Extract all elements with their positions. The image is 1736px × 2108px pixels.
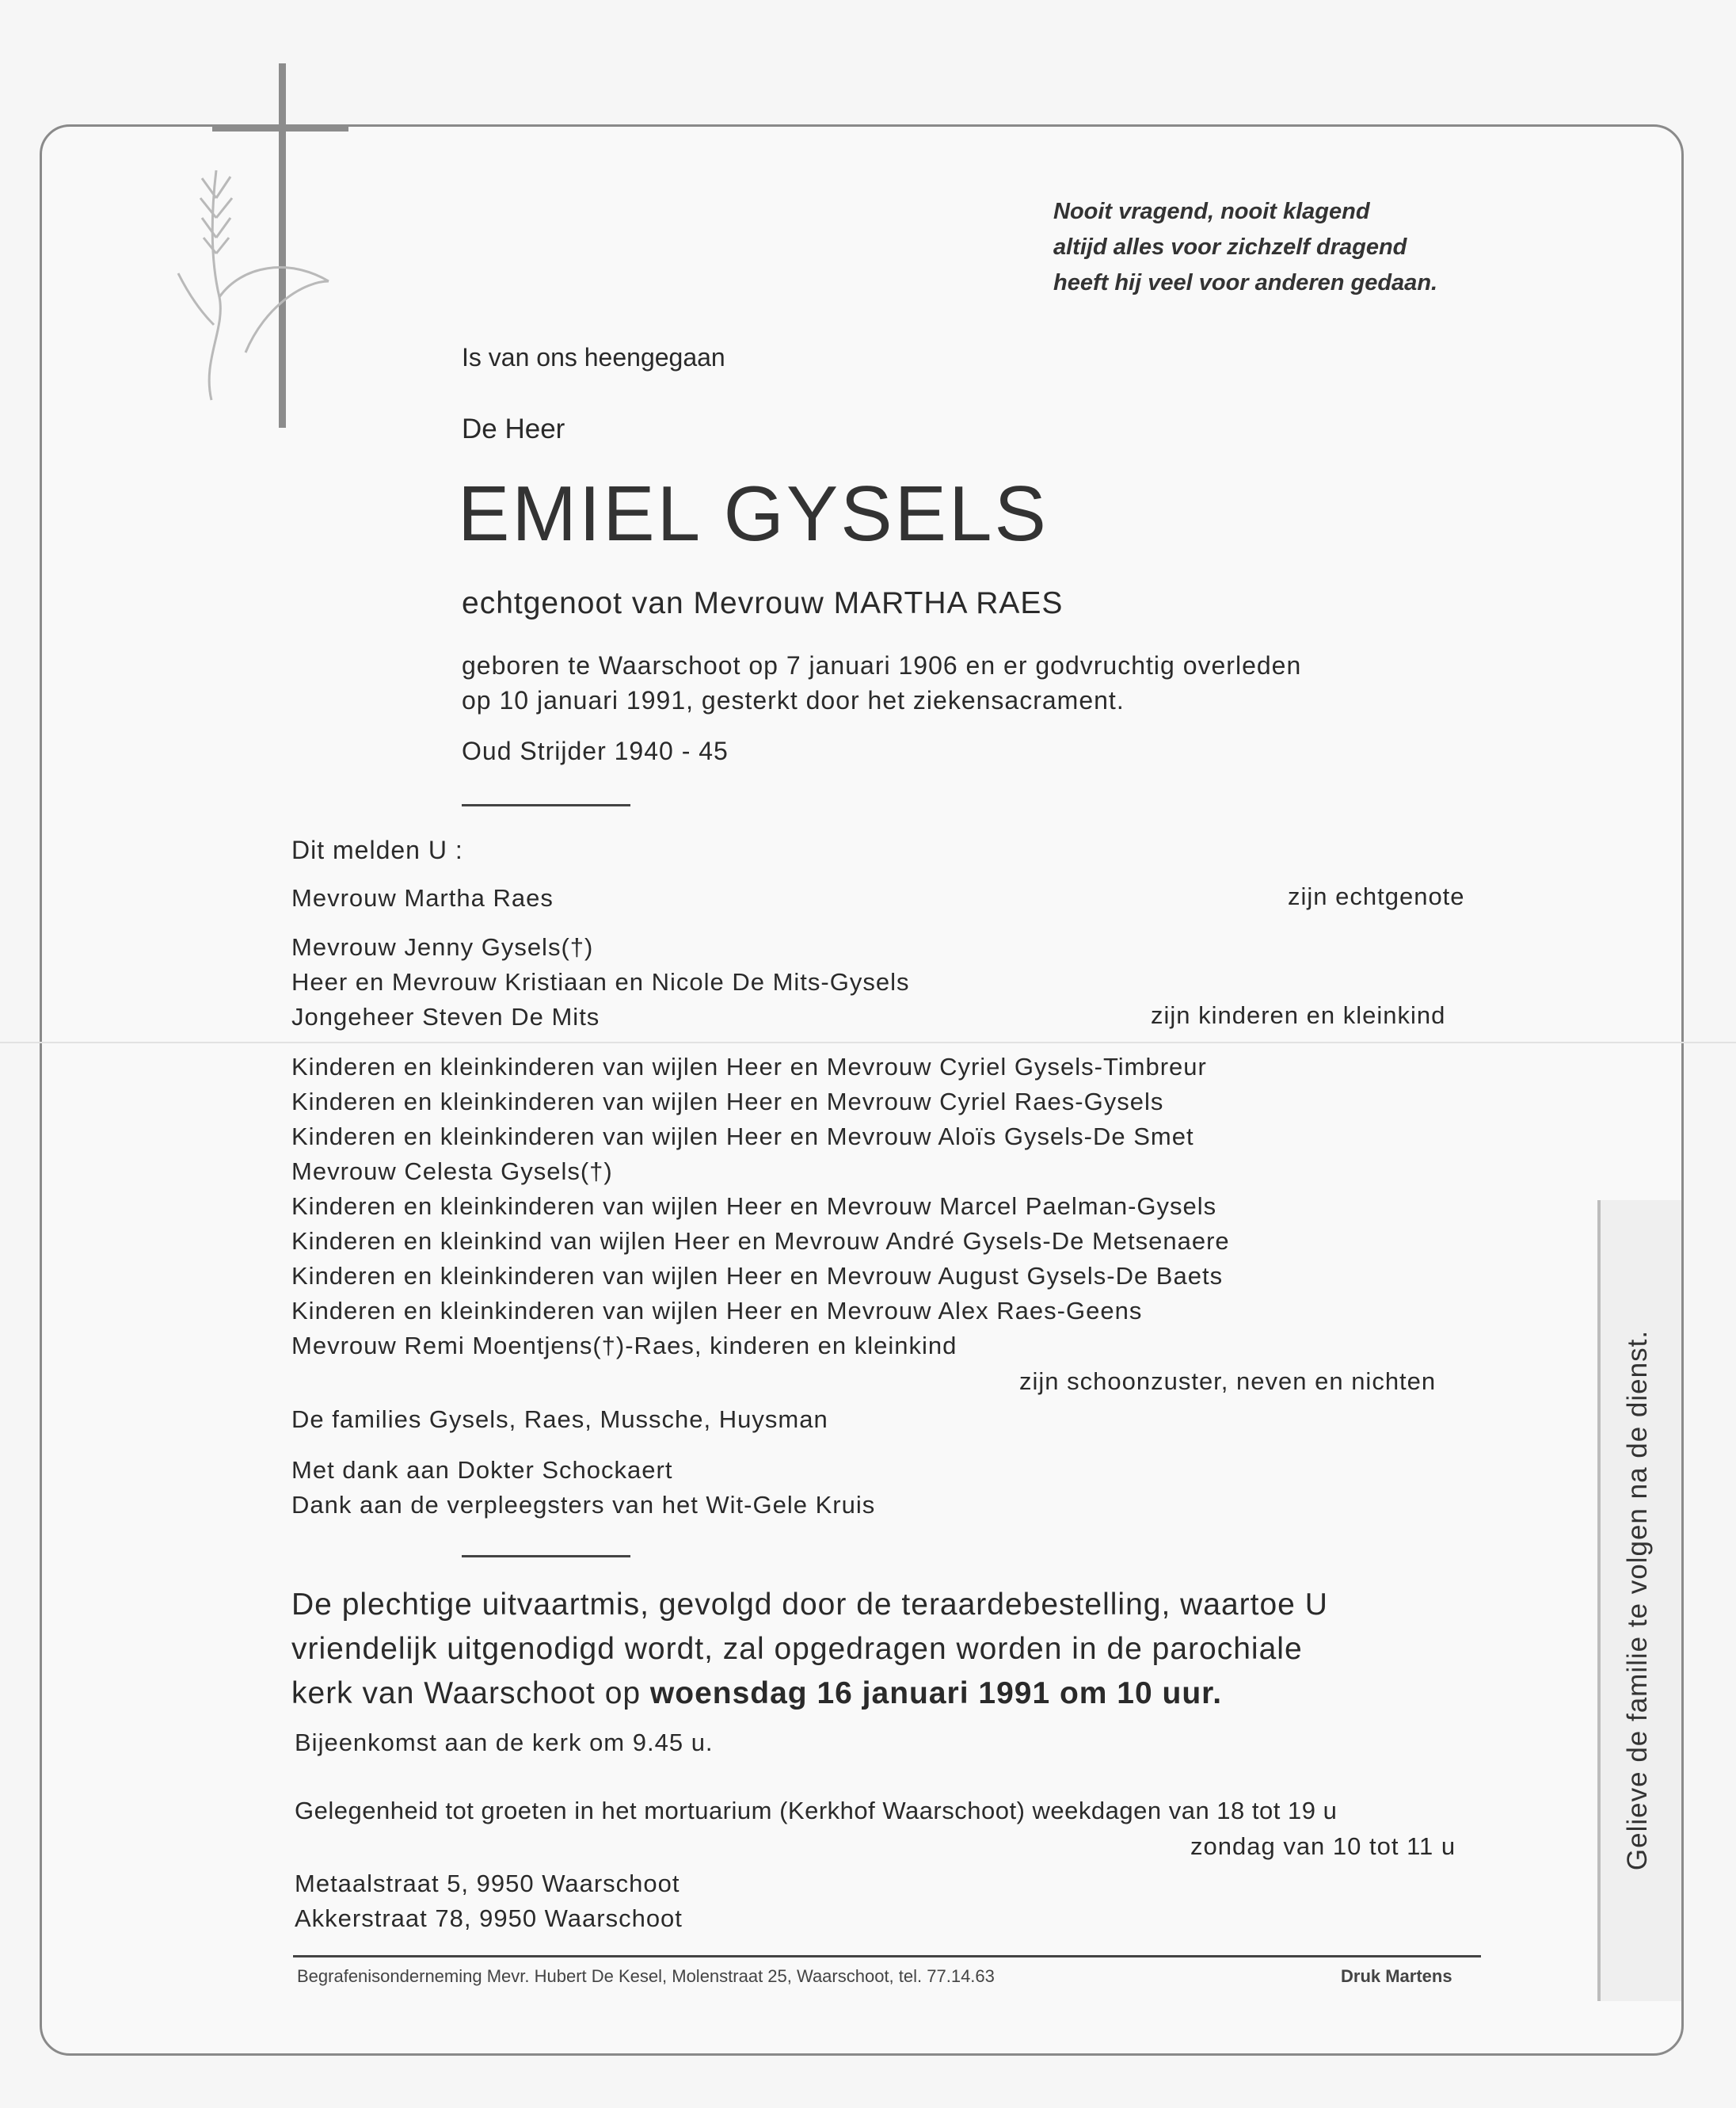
list-item: Kinderen en kleinkinderen van wijlen Heer en Mevrouw Cyriel Gysels-Timbreur [291, 1053, 1207, 1081]
list-item: De families Gysels, Raes, Mussche, Huysman [291, 1405, 828, 1433]
address-line: Metaalstraat 5, 9950 Waarschoot [295, 1870, 680, 1897]
families-line [291, 1402, 828, 1437]
cross-horizontal [212, 124, 348, 132]
spouse-line: echtgenoot van Mevrouw MARTHA RAES [462, 586, 1064, 620]
visitation-line: zondag van 10 tot 11 u [1190, 1832, 1456, 1860]
relation-label: zijn kinderen en kleinkind [1151, 1001, 1446, 1029]
relation-label: zijn echtgenote [1288, 882, 1465, 910]
list-item: Kinderen en kleinkind van wijlen Heer en Mevrouw André Gysels-De Metsenaere [291, 1227, 1230, 1255]
address-line: Akkerstraat 78, 9950 Waarschoot [295, 1904, 683, 1932]
funeral-announcement [291, 1583, 1328, 1716]
printer-text: Druk Martens [1341, 1966, 1452, 1986]
fold-line [0, 1042, 1736, 1043]
list-item: Kinderen en kleinkinderen van wijlen Heer en Mevrouw Alex Raes-Geens [291, 1297, 1143, 1325]
footer-divider [293, 1955, 1481, 1957]
announce-intro: Dit melden U : [291, 836, 463, 864]
birth-death-line: op 10 januari 1991, gesterkt door het ziekensacrament. [462, 686, 1125, 715]
motto [1053, 194, 1437, 301]
list-item: Kinderen en kleinkinderen van wijlen Heer en Mevrouw Aloïs Gysels-De Smet [291, 1123, 1194, 1150]
relatives-list [291, 1050, 1230, 1363]
list-item: Mevrouw Martha Raes [291, 884, 554, 912]
short-divider [462, 804, 630, 806]
list-item: Heer en Mevrouw Kristiaan en Nicole De Mits-Gysels [291, 968, 910, 996]
funeral-date: woensdag 16 januari 1991 om 10 uur. [649, 1676, 1223, 1710]
short-divider [462, 1555, 630, 1557]
list-item: Mevrouw Celesta Gysels(†) [291, 1157, 613, 1185]
wheat-icon [170, 162, 341, 416]
motto-line: altijd alles voor zichzelf dragend [1053, 234, 1407, 260]
funeral-line: vriendelijk uitgenodigd wordt, zal opgedragen worden in de parochiale [291, 1632, 1303, 1666]
undertaker-text: Begrafenisonderneming Mevr. Hubert De Kesel, Molenstraat 25, Waarschoot, tel. 77.14.63 [297, 1966, 995, 1986]
funeral-text: kerk van Waarschoot op [291, 1676, 650, 1710]
list-item: Mevrouw Jenny Gysels(†) [291, 933, 594, 961]
funeral-line: De plechtige uitvaartmis, gevolgd door de teraardebestelling, waartoe U [291, 1588, 1328, 1622]
list-item: Kinderen en kleinkinderen van wijlen Heer en Mevrouw Cyriel Raes-Gysels [291, 1088, 1164, 1115]
spouse-entry [291, 881, 554, 916]
list-item: Mevrouw Remi Moentjens(†)-Raes, kinderen en kleinkind [291, 1332, 957, 1359]
motto-line: Nooit vragend, nooit klagend [1053, 199, 1370, 224]
intro-text: Is van ons heengegaan [462, 343, 725, 372]
visitation-line: Gelegenheid tot groeten in het mortuarium (Kerkhof Waarschoot) weekdagen van 18 tot 19 u [295, 1797, 1338, 1824]
deceased-name: EMIEL GYSELS [458, 470, 1049, 557]
thanks-line: Met dank aan Dokter Schockaert [291, 1456, 673, 1484]
list-item: Kinderen en kleinkinderen van wijlen Heer en Mevrouw Marcel Paelman-Gysels [291, 1192, 1217, 1220]
list-item: Jongeheer Steven De Mits [291, 1003, 600, 1031]
relation-label: zijn schoonzuster, neven en nichten [1019, 1367, 1437, 1395]
funeral-line [291, 1672, 1328, 1716]
list-item: Kinderen en kleinkinderen van wijlen Heer en Mevrouw August Gysels-De Baets [291, 1262, 1224, 1290]
thanks-block [291, 1453, 875, 1523]
motto-line: heeft hij veel voor anderen gedaan. [1053, 270, 1438, 295]
thanks-line: Dank aan de verpleegsters van het Wit-Gele Kruis [291, 1491, 876, 1519]
veteran-line: Oud Strijder 1940 - 45 [462, 737, 729, 765]
sidebar-note: Gelieve de familie te volgen na de dienst. [1622, 1329, 1653, 1871]
addresses [295, 1866, 683, 1936]
children-list [291, 930, 909, 1035]
birth-death-line: geboren te Waarschoot op 7 januari 1906 en er godvruchtig overleden [462, 651, 1302, 680]
gathering-line: Bijeenkomst aan de kerk om 9.45 u. [295, 1729, 714, 1756]
honorific: De Heer [462, 414, 565, 444]
